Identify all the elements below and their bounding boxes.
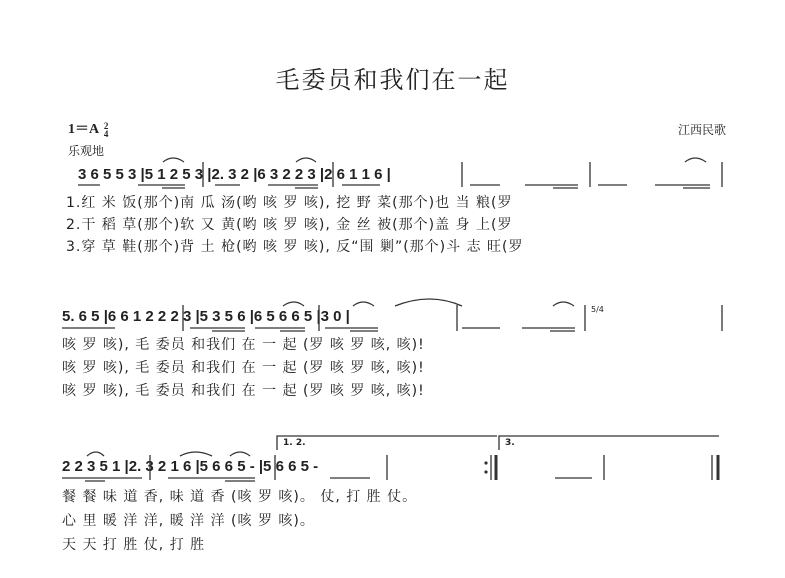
notes-line-1: 3 6 5 5 3 |5 1 2 5 3 |2. 3 2 |6 3 2 2 3 |2 6 1 1 6 | bbox=[78, 166, 391, 183]
slur bbox=[283, 302, 304, 306]
slur bbox=[163, 158, 184, 162]
volta-2-label: 3. bbox=[505, 438, 515, 448]
lyric-line-2-3: 咳 罗 咳), 毛 委员 和我们 在 一 起 (罗 咳 罗 咳, 咳)! bbox=[62, 383, 425, 399]
lyric-line-1-1: 1.红 米 饭(那个)南 瓜 汤(哟 咳 罗 咳), 挖 野 菜(那个)也 当 粮(罗 bbox=[66, 195, 513, 211]
lyric-line-3-3: 天 天 打 胜 仗, 打 胜 bbox=[62, 537, 206, 553]
notes-line-3: 2 2 3 5 1 |2. 3 2 1 6 |5 6 6 5 - |5 6 6 5 - bbox=[62, 458, 319, 475]
volta-1-bracket bbox=[277, 436, 497, 450]
slur bbox=[230, 452, 250, 456]
lyric-line-3-2: 心 里 暖 洋 洋, 暖 洋 洋 (咳 罗 咳)。 bbox=[62, 513, 315, 529]
slur bbox=[353, 302, 374, 306]
lyric-line-1-3: 3.穿 草 鞋(那个)背 土 枪(哟 咳 罗 咳), 反“围 剿”(那个)斗 志 旺(罗 bbox=[66, 239, 524, 255]
time-num: 2 bbox=[103, 120, 109, 131]
lyric-line-1-2: 2.干 稻 草(那个)软 又 黄(哟 咳 罗 咳), 金 丝 被(那个)盖 身 上(罗 bbox=[66, 217, 513, 233]
lyric-line-2-2: 咳 罗 咳), 毛 委员 和我们 在 一 起 (罗 咳 罗 咳, 咳)! bbox=[62, 360, 425, 376]
slur bbox=[87, 452, 104, 456]
lyric-line-2-1: 咳 罗 咳), 毛 委员 和我们 在 一 起 (罗 咳 罗 咳, 咳)! bbox=[62, 337, 425, 353]
slur bbox=[296, 158, 316, 162]
fermata-marking: 5/4 bbox=[591, 305, 604, 314]
volta-1-label: 1. 2. bbox=[283, 438, 306, 448]
slur bbox=[685, 158, 706, 162]
song-title: 毛委员和我们在一起 bbox=[275, 66, 510, 94]
repeat-dot bbox=[484, 470, 487, 473]
tie bbox=[395, 299, 462, 306]
performance-marking: 乐观地 bbox=[68, 144, 105, 158]
key-text: 1＝A bbox=[68, 122, 99, 137]
lyric-line-3-1: 餐 餐 味 道 香, 味 道 香 (咳 罗 咳)。 仗, 打 胜 仗。 bbox=[62, 489, 418, 505]
volta-2-bracket bbox=[499, 436, 719, 450]
slur bbox=[553, 302, 574, 306]
time-den: 4 bbox=[103, 128, 109, 139]
repeat-dot bbox=[484, 461, 487, 464]
slur bbox=[180, 452, 212, 456]
source-credit: 江西民歌 bbox=[678, 123, 727, 137]
notes-line-2: 5. 6 5 |6 6 1 2 2 2 3 |5 3 5 6 |6 5 6 6 5 |3 0 | bbox=[62, 308, 350, 325]
